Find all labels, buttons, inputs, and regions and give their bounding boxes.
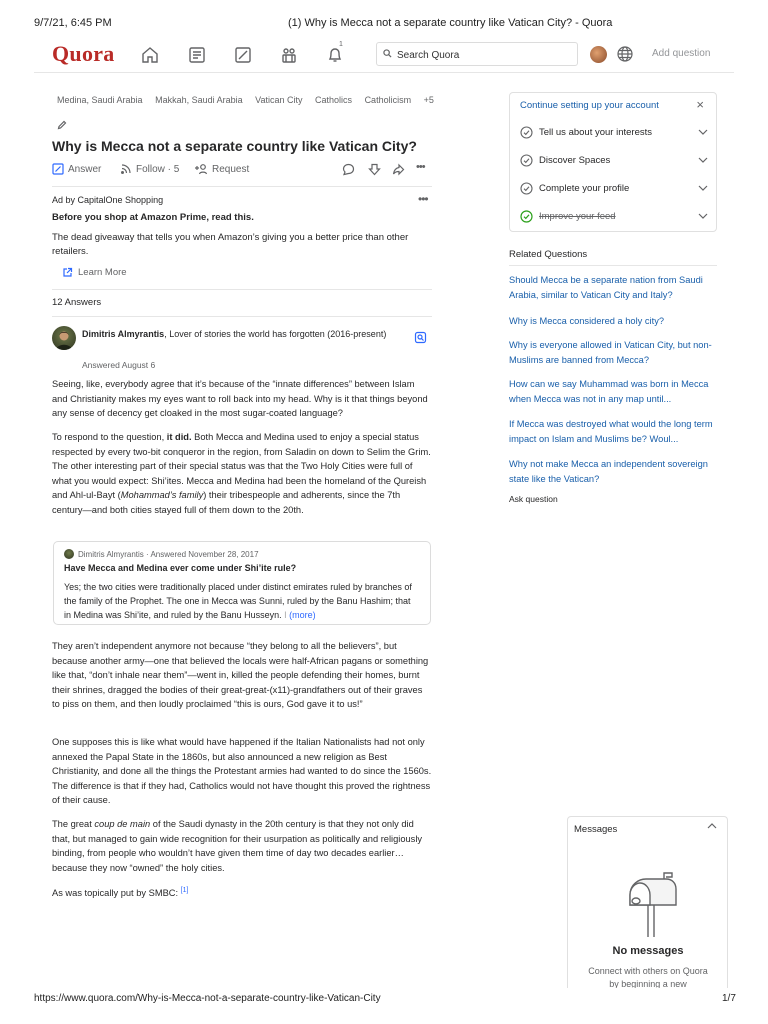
embedded-body-text: Yes; the two cities were traditionally placed under distinct emirates ruled by branches of the family of the Prophet. The one in Mecca was Sunni, ruled by the Banu Hashim; that in Medina was Shi’ite, and ruled by the Banu Husseyn. <box>64 582 412 620</box>
italic-span: Mohammad’s family <box>120 490 204 500</box>
setup-item-label: Complete your profile <box>539 182 630 194</box>
divider <box>52 289 432 290</box>
setup-title[interactable]: Continue setting up your account <box>520 100 659 111</box>
share-icon[interactable] <box>392 163 405 176</box>
italic-span: coup de main <box>94 819 151 829</box>
ad-headline[interactable]: Before you shop at Amazon Prime, read this. <box>52 212 254 223</box>
answer-button[interactable] <box>52 163 101 175</box>
learn-more-button[interactable] <box>62 267 127 278</box>
embedded-answer-card[interactable] <box>53 541 431 625</box>
external-link-icon <box>62 267 73 278</box>
home-icon[interactable] <box>139 44 161 66</box>
print-url: https://www.quora.com/Why-is-Mecca-not-a-separate-country-like-Vatican-City <box>34 993 381 1004</box>
notification-badge: 1 <box>339 41 343 48</box>
more-topics[interactable]: +5 <box>423 95 434 105</box>
answers-count: 12 Answers <box>52 297 102 308</box>
answer-paragraph <box>52 884 432 901</box>
text-span: Both Mecca and Medina used to enjoy a special status respected by every two-bit conqueror in the region, from Saladin on down to Selim the Grim. The other interesting part of their special status was that the Two Holy Cities were full of what you would expect: Shi’ites. Mecca and Medina had been the homeland of the Qureish and Ahl-ul-Bayt ( <box>52 432 431 500</box>
comment-icon[interactable] <box>342 163 355 176</box>
chevron-down-icon <box>698 157 708 163</box>
setup-item-label: Improve your feed <box>539 210 616 222</box>
related-questions-heading: Related Questions <box>509 249 588 260</box>
author-name[interactable]: Dimitris Almyrantis <box>82 329 165 339</box>
question-actions <box>52 163 432 179</box>
divider <box>509 265 717 266</box>
author-line <box>82 327 402 341</box>
follow-label: Follow · 5 <box>136 163 180 175</box>
messages-panel <box>567 816 728 988</box>
check-circle-icon <box>520 126 533 139</box>
setup-item-label: Discover Spaces <box>539 154 611 166</box>
ad-more-options-icon[interactable]: ••• <box>418 192 428 206</box>
answer-pencil-icon[interactable] <box>232 44 254 66</box>
add-question-button[interactable]: Add question <box>652 48 711 59</box>
answer-paragraph <box>52 430 432 517</box>
topic-tag[interactable]: Makkah, Saudi Arabia <box>155 95 243 105</box>
following-list-icon[interactable] <box>186 44 208 66</box>
answer-paragraph: One supposes this is like what would have happened if the Italian Nationalists had not only annexed the Papal State in the 1860s, but also announced a new religion as Best Christianity, and done all the things the Protestant armies had wanted to do since the 1560s. The difference is that if they had, Catholics would not have thought this proved the rightness of their cause. <box>52 737 432 805</box>
language-globe-icon[interactable] <box>616 45 634 68</box>
author-credential: , Lover of stories the world has forgotten (2016-present) <box>164 329 387 339</box>
messages-heading[interactable]: Messages <box>574 824 618 835</box>
account-setup-card <box>509 92 717 232</box>
answer-pencil-icon <box>52 163 64 175</box>
answer-paragraph: Seeing, like, everybody agree that it’s because of the “innate differences” between Islam and Christianity makes my eyes want to roll back into my head. Why is it that things beyond any sense of decency get cloaked in the most sugar-coated language? <box>52 379 428 418</box>
user-avatar[interactable] <box>590 46 607 63</box>
topic-list <box>57 95 444 105</box>
topic-tag[interactable]: Catholicism <box>364 95 412 105</box>
related-question-link[interactable]: Why not make Mecca an independent sovereign state like the Vatican? <box>509 459 708 484</box>
follow-rss-icon <box>120 163 132 175</box>
follow-button[interactable] <box>120 163 179 175</box>
footnote-link[interactable]: [1] <box>180 887 189 894</box>
chevron-down-icon <box>698 129 708 135</box>
spaces-icon[interactable] <box>278 44 300 66</box>
more-options-icon[interactable]: ••• <box>416 161 425 173</box>
embedded-question[interactable]: Have Mecca and Medina ever come under Shi’ite rule? <box>64 563 297 573</box>
print-page-title: (1) Why is Mecca not a separate country like Vatican City? - Quora <box>288 17 613 29</box>
text-span: To respond to the question, <box>52 432 167 442</box>
chevron-up-icon[interactable] <box>707 823 717 829</box>
divider <box>52 186 432 187</box>
related-question-link[interactable]: Why is Mecca considered a holy city? <box>509 316 665 326</box>
setup-item-label: Tell us about your interests <box>539 126 653 138</box>
print-page-number: 1/7 <box>722 993 736 1004</box>
text-span: ) their tribespeople and adherents, since the 7th century—and both cities stayed full of them down to the 20th. <box>52 490 401 515</box>
answer-label: Answer <box>68 163 102 175</box>
setup-item-interests[interactable] <box>520 123 708 141</box>
text-span: As was topically put by SMBC: <box>52 888 181 899</box>
answered-date[interactable]: Answered August 6 <box>82 360 156 370</box>
search-box[interactable] <box>376 42 578 66</box>
related-question-link[interactable]: If Mecca was destroyed what would the long term impact on Islam and Muslims be? Woul... <box>509 419 713 444</box>
no-messages-subtitle: Connect with others on Quora by beginning a new <box>588 966 708 988</box>
print-date: 9/7/21, 6:45 PM <box>34 17 112 29</box>
embedded-answer-meta <box>64 549 259 559</box>
topic-tag[interactable]: Vatican City <box>255 95 303 105</box>
chevron-down-icon <box>698 213 708 219</box>
answer-paragraph: They aren’t independent anymore not because “they belong to all the believers”, but because another army—one that believed the locals were half-African pagans or something like that, “don’t inhale near them”—went in, killed the people defending their homes, burnt their shrines, dragged the bodies of their great-great-(x11)-grandfathers out of their graves to piss on them, and then loudly proclaimed “this is ours, God gave it to us!” <box>52 641 429 709</box>
edit-topics-pencil-icon[interactable] <box>57 117 67 135</box>
search-icon <box>383 49 392 58</box>
text-span: of the Saudi dynasty in the 20th century is that they not only did that, but managed to gain wide recognition for their usurpation as politically and religiously binding, from people who wouldn’t have given them time of day two decades earlier… because they now “owned” the holy cities. <box>52 819 423 873</box>
question-title: Why is Mecca not a separate country like Vatican City? <box>52 138 417 154</box>
learn-more-label: Learn More <box>78 267 127 278</box>
faded-text: I <box>284 610 287 620</box>
related-question-link[interactable]: How can we say Muhammad was born in Mecca when Mecca was not in any map until... <box>509 379 709 404</box>
related-question-link[interactable]: Should Mecca be a separate nation from Saudi Arabia, similar to Vatican City and Italy? <box>509 275 703 300</box>
author-follow-icon[interactable] <box>414 331 427 349</box>
text-span: The great <box>52 819 95 829</box>
ad-sponsor[interactable]: Ad by CapitalOne Shopping <box>52 195 164 205</box>
no-messages-title: No messages <box>612 945 684 957</box>
mailbox-icon <box>620 871 678 939</box>
bold-span: it did. <box>166 432 192 442</box>
check-circle-done-icon <box>520 210 533 223</box>
answer-paragraph <box>52 817 432 875</box>
divider <box>52 316 432 317</box>
setup-item-feed[interactable] <box>520 207 708 225</box>
chevron-down-icon <box>698 185 708 191</box>
check-circle-icon <box>520 182 533 195</box>
notifications-bell-icon[interactable] <box>324 41 346 66</box>
downvote-arrow-icon[interactable] <box>368 163 381 176</box>
embedded-answer-body <box>64 580 420 622</box>
topic-tag[interactable]: Catholics <box>315 95 353 105</box>
setup-item-profile[interactable] <box>520 179 708 197</box>
top-navigation <box>34 38 734 73</box>
ask-question-link[interactable]: Ask question <box>509 494 558 504</box>
search-input[interactable] <box>395 45 575 65</box>
embedded-meta-text: Dimitris Almyrantis · Answered November 28, 2017 <box>78 549 259 559</box>
request-button[interactable] <box>194 163 249 175</box>
request-label: Request <box>212 163 250 175</box>
author-avatar[interactable] <box>52 326 76 350</box>
read-more-link[interactable]: (more) <box>289 610 316 620</box>
request-user-plus-icon <box>194 163 208 175</box>
check-circle-icon <box>520 154 533 167</box>
ad-body: The dead giveaway that tells you when Amazon’s giving you a better price than other retailers. <box>52 232 409 257</box>
quora-logo[interactable]: Quora <box>52 41 115 66</box>
related-question-link[interactable]: Why is everyone allowed in Vatican City, but non-Muslims are banned from Mecca? <box>509 340 712 365</box>
close-icon[interactable]: × <box>696 97 704 112</box>
embedded-author-avatar <box>64 549 74 559</box>
setup-item-spaces[interactable] <box>520 151 708 169</box>
topic-tag[interactable]: Medina, Saudi Arabia <box>57 95 143 105</box>
